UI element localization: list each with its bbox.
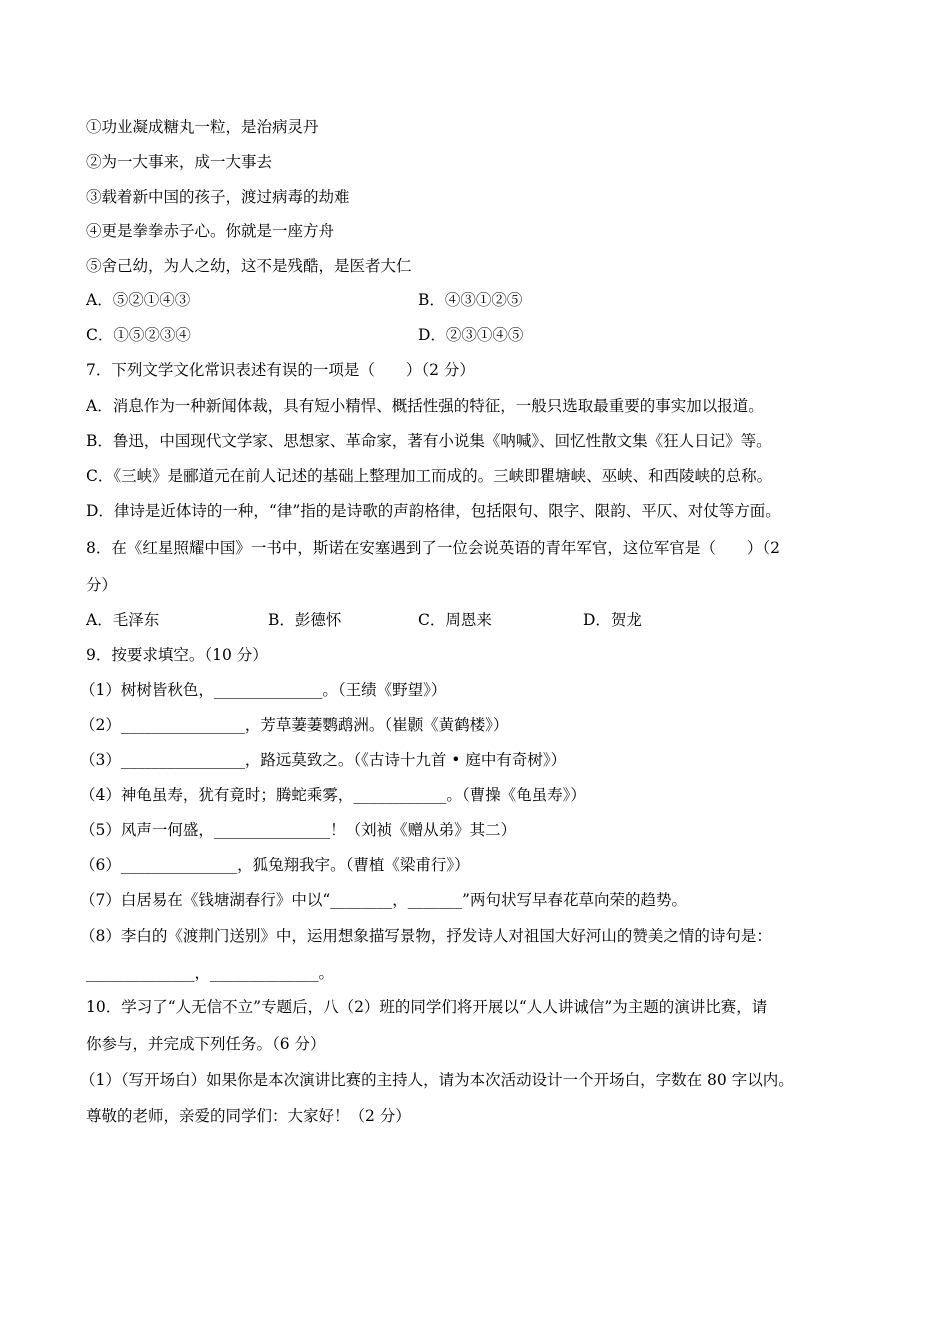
q8-option-d: D．贺龙 — [583, 611, 642, 629]
q9-blank-2: （2）________________，芳草萋萋鹦鹉洲。（崔颢《黄鹤楼》） — [80, 716, 509, 734]
q6-option-c: C．①⑤②③④ — [86, 326, 191, 344]
q9-stem: 9．按要求填空。（10 分） — [86, 646, 268, 664]
q9-blank-4: （4）神龟虽寿，犹有竟时；腾蛇乘雾，____________。（曹操《龟虽寿》） — [80, 786, 586, 804]
q9-blank-6: （6）_______________，狐兔翔我宇。（曹植《梁甫行》） — [80, 856, 470, 874]
q7-option-a: A．消息作为一种新闻体裁，具有短小精悍、概括性强的特征，一般只选取最重要的事实加以报道。 — [86, 397, 764, 415]
q6-option-a: A．⑤②①④③ — [86, 291, 191, 309]
q9-blank-5: （5）风声一何盛，_______________！（刘祯《赠从弟》其二） — [80, 821, 517, 839]
q9-blank-7: （7）白居易在《钱塘湖春行》中以“________，_______”两句状写早春花草向荣的趋势。 — [80, 891, 687, 909]
q9-blank-8: （8）李白的《渡荆门送别》中，运用想象描写景物，抒发诗人对祖国大好河山的赞美之情的诗句是： — [80, 927, 772, 945]
q7-option-b: B．鲁迅，中国现代文学家、思想家、革命家，著有小说集《呐喊》、回忆性散文集《狂人日记》等。 — [86, 432, 772, 450]
q8-stem-cont: 分） — [86, 576, 118, 594]
q6-item-3: ③载着新中国的孩子，渡过病毒的劫难 — [86, 188, 350, 206]
q10-stem: 10．学习了“人无信不立”专题后，八（2）班的同学们将开展以“人人讲诚信”为主题的演讲比赛，请 — [86, 998, 768, 1016]
q6-item-5: ⑤舍己幼，为人之幼，这不是残酷，是医者大仁 — [86, 257, 412, 275]
q9-blank-8-answer: ______________，______________。 — [86, 964, 335, 982]
q6-item-1: ①功业凝成糖丸一粒，是治病灵丹 — [86, 118, 319, 136]
q10-task-1-greeting: 尊敬的老师，亲爱的同学们：大家好！（2 分） — [86, 1107, 411, 1125]
q8-stem: 8．在《红星照耀中国》一书中，斯诺在安塞遇到了一位会说英语的青年军官，这位军官是（ ）（2 — [86, 539, 780, 557]
q8-option-b: B．彭德怀 — [268, 611, 342, 629]
q6-item-4: ④更是拳拳赤子心。你就是一座方舟 — [86, 222, 335, 240]
q8-option-c: C．周恩来 — [418, 611, 492, 629]
q9-blank-1: （1）树树皆秋色，______________。（王绩《野望》） — [80, 681, 447, 699]
q8-option-a: A．毛泽东 — [86, 611, 160, 629]
q6-option-d: D．②③①④⑤ — [418, 326, 524, 344]
q10-stem-cont: 你参与，并完成下列任务。（6 分） — [86, 1035, 326, 1053]
q7-option-d: D．律诗是近体诗的一种，“律”指的是诗歌的声韵格律，包括限句、限字、限韵、平仄、对仗等方面。 — [86, 502, 781, 520]
q6-option-b: B．④③①②⑤ — [418, 291, 523, 309]
q7-stem: 7．下列文学文化常识表述有误的一项是（ ）（2 分） — [86, 361, 475, 379]
q6-item-2: ②为一大事来，成一大事去 — [86, 153, 273, 171]
q9-blank-3: （3）________________，路远莫致之。（《古诗十九首 • 庭中有奇树》） — [80, 751, 567, 769]
q7-option-c: C．《三峡》是郦道元在前人记述的基础上整理加工而成的。三峡即瞿塘峡、巫峡、和西陵峡的总称。 — [86, 467, 773, 485]
q10-task-1: （1）（写开场白）如果你是本次演讲比赛的主持人，请为本次活动设计一个开场白，字数在 80 字以内。 — [80, 1071, 794, 1089]
